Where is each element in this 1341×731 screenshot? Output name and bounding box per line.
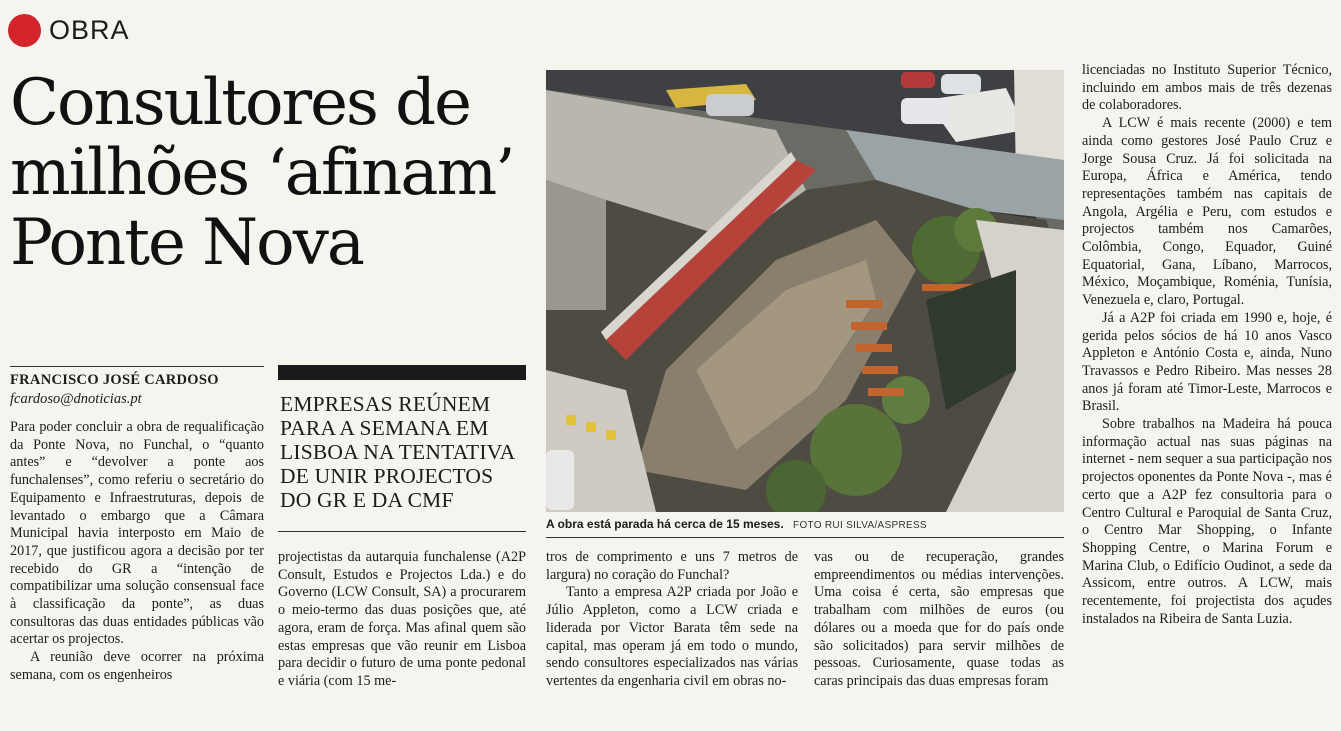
construction-site-photo <box>546 70 1064 512</box>
headline <box>10 68 540 278</box>
section-tag <box>8 14 130 47</box>
caption-text: A obra está parada há cerca de 15 meses. <box>546 517 784 531</box>
section-label: OBRA <box>49 15 130 45</box>
photo-caption <box>546 517 1064 531</box>
article-column-3 <box>546 549 798 691</box>
caption-divider <box>546 537 1064 538</box>
pullquote: EMPRESAS REÚNEM PARA A SEMANA EM LISBOA NA TENTATIVA DE UNIR PROJECTOS DO GR E DA CMF <box>280 392 515 512</box>
paragraph: projectistas da autarquia funchalense (A2P Consult, Estudos e Projectos Lda.) e do Governo (LCW Consult, SA) a procurarem o meio-termo das duas posições que, até agora, eram de força. Mas afinal quem são estas empresas que vão reunir em Lisboa para decidir o futuro de uma ponte pedonal e viária (com 15 me- <box>278 549 526 689</box>
headline-line: Consultores de <box>10 66 470 140</box>
article-column-5 <box>1082 62 1332 629</box>
photo-credit: FOTO RUI SILVA/ASPRESS <box>793 520 927 531</box>
paragraph: Sobre trabalhos na Madeira há pouca informação actual nas suas páginas na internet - nem sequer a sua participação nos projectos oponentes da Ponte Nova -, mas é certo que a A2P fez consultoria para o Centro Cultural e Paroquial de Santa Cruz, o Centro Mar Shopping, o Infante Shopping Centre, o Marina Forum e Marina Club, o Edifício Oudinot, a sede da Assicom, entre outros. A LCW, mais recentemente, foi projectista dos açudes instalados na Ribeira de Santa Luzia. <box>1082 416 1332 627</box>
pullquote-divider <box>278 531 526 532</box>
paragraph: licenciadas no Instituto Superior Técnico, incluindo em ambos mais de três dezenas de colaboradores. <box>1082 62 1332 114</box>
byline-divider <box>10 366 264 367</box>
byline <box>10 372 264 408</box>
paragraph: tros de comprimento e uns 7 metros de largura) no coração do Funchal? <box>546 549 798 583</box>
paragraph: Para poder concluir a obra de requalificação da Ponte Nova, no Funchal, o “quanto antes” e “devolver a ponte aos funchalenses”, como referiu o secretário do Equipamento e Infraestruturas, depois de levantado o embargo que a Câmara Municipal havia interposto em Maio de 2017, que justificou agora a decisão por ter recebido do GR a “intenção de compatibilizar uma solução consensual face à classificação da ponte”, as duas consultoras das duas entidades públicas vão acertar os projectos. <box>10 419 264 648</box>
article-column-2 <box>278 549 526 691</box>
article-column-4 <box>814 549 1064 691</box>
paragraph: vas ou de recuperação, grandes empreendimentos ou médias intervenções. Uma coisa é certa, são empresas que trabalham com milhões de euros (ou dólares ou a moeda que for do país onde são solicitados) para servir milhões de pessoas. Curiosamente, quase todas as caras principais das duas empresas foram <box>814 549 1064 689</box>
paragraph: Tanto a empresa A2P criada por João e Júlio Appleton, como a LCW criada e liderada por Victor Barata têm sede na capital, mas operam já em todo o mundo, sendo consultores especializados nas várias vertentes da engenharia civil em obras no- <box>546 584 798 689</box>
paragraph: A reunião deve ocorrer na próxima semana, com os engenheiros <box>10 649 264 683</box>
pullquote-bar <box>278 365 526 380</box>
section-dot-icon <box>8 14 41 47</box>
paragraph: A LCW é mais recente (2000) e tem ainda como gestores José Paulo Cruz e Jorge Sousa Cruz. Já foi solicitada na Europa, África e América, tendo representações também nas capitais de Angola, Argélia e Peru, com estudos e projectos também nos Camarões, Colômbia, Congo, Equador, Guiné Equatorial, Gana, Líbano, Marrocos, México, Moçambique, Roménia, Tunísia, Venezuela e, claro, Portugal. <box>1082 115 1332 309</box>
paragraph: Já a A2P foi criada em 1990 e, hoje, é gerida pelos sócios de há 10 anos Vasco Appleton e António Costa e, ainda, Nuno Travassos e Pedro Ribeiro. Mas nesses 28 anos já foram até Timor-Leste, Marrocos e Brasil. <box>1082 309 1332 415</box>
author-name: FRANCISCO JOSÉ CARDOSO <box>10 372 219 388</box>
headline-line: Ponte Nova <box>10 206 363 280</box>
headline-line: milhões ‘afinam’ <box>10 136 514 210</box>
author-email[interactable]: fcardoso@dnoticias.pt <box>10 391 142 407</box>
article-column-1 <box>10 419 264 685</box>
